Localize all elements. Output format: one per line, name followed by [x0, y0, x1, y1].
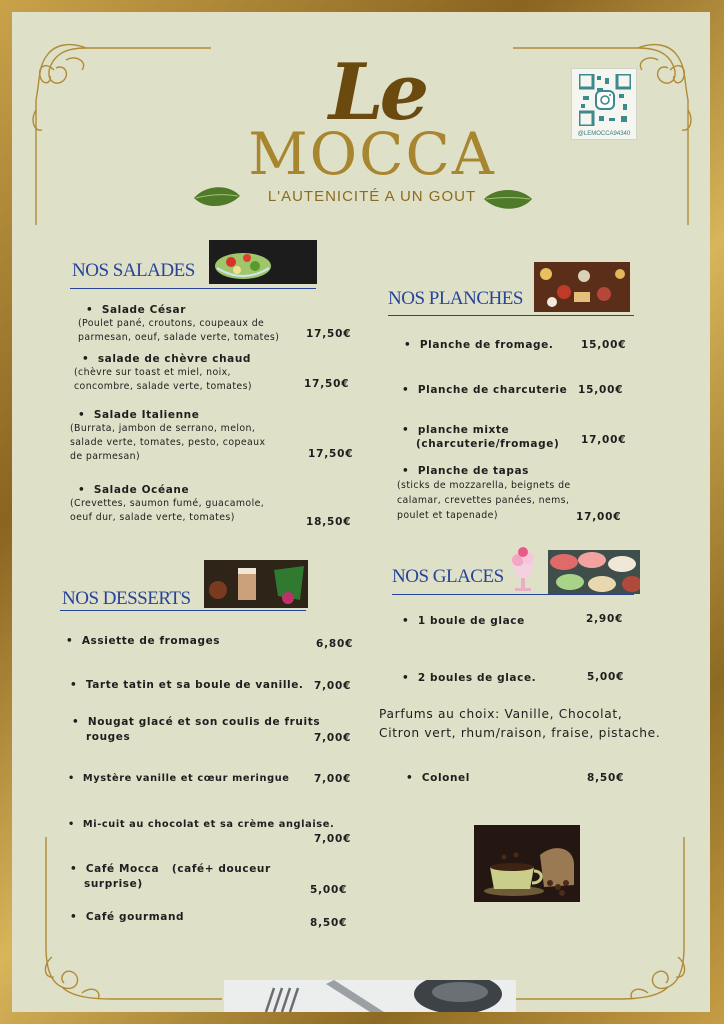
- assiette-fromages-name: [66, 634, 220, 649]
- salade-cesar-desc-1: (Poulet pané, croutons, coupeaux de: [78, 318, 265, 329]
- planche-tapas-name: [402, 464, 529, 479]
- section-rule-desserts: [60, 610, 306, 611]
- bullet: •: [66, 635, 74, 647]
- colonel-price: 8,50€: [587, 772, 625, 784]
- item-label: Planche de charcuterie: [417, 384, 568, 396]
- salade-oceane-desc-2: oeuf dur, salade verte, tomates): [70, 512, 235, 523]
- bullet: •: [404, 339, 412, 351]
- cafe-gourmand-name: [70, 910, 184, 925]
- une-boule-name: [402, 614, 525, 629]
- planche-tapas-desc-2: calamar, crevettes panées, nems,: [397, 495, 570, 506]
- cafe-mocca-price: 5,00€: [310, 884, 348, 896]
- item-label: Mystère vanille et cœur meringue: [82, 773, 290, 784]
- ice-cream-sundae-icon: [506, 544, 540, 594]
- bullet: •: [70, 679, 78, 691]
- salade-cesar-name: [86, 303, 186, 318]
- salade-italienne-desc-2: salade verte, tomates, pesto, copeaux: [70, 437, 266, 448]
- salade-oceane-name: [78, 483, 189, 498]
- salad-bowl-illustration: [209, 240, 317, 284]
- planche-tapas-desc-1: (sticks de mozzarella, beignets de: [397, 480, 571, 491]
- salade-cesar-desc-2: parmesan, oeuf, salade verte, tomates): [78, 332, 280, 343]
- salade-oceane-desc-1: (Crevettes, saumon fumé, guacamole,: [70, 498, 265, 509]
- salade-italienne-desc-1: (Burrata, jambon de serrano, melon,: [70, 423, 256, 434]
- item-label: salade de chèvre chaud: [97, 353, 252, 365]
- charcuterie-board-photo: [534, 262, 630, 312]
- bullet: •: [402, 384, 410, 396]
- ice-cream-photo: [548, 550, 640, 594]
- assiette-fromages-price: 6,80€: [316, 638, 354, 650]
- item-label: Salade Océane: [93, 484, 190, 496]
- salade-italienne-name: [78, 408, 199, 423]
- logo-mocca: MOCCA: [248, 120, 496, 188]
- section-title-glaces: NOS GLACES: [392, 566, 504, 587]
- bullet: •: [70, 863, 78, 875]
- desserts-photo: [204, 560, 308, 608]
- item-label: 1 boule de glace: [417, 615, 525, 627]
- mystere-vanille-price: 7,00€: [314, 773, 352, 785]
- item-label: Mi-cuit au chocolat et sa crème anglaise.: [82, 819, 335, 830]
- item-label: Nougat glacé et son coulis de fruits: [87, 716, 321, 728]
- item-label: Planche de fromage.: [419, 339, 554, 351]
- coffee-cup-photo: [474, 825, 580, 902]
- cutlery-illustration: [224, 980, 516, 1012]
- bullet: •: [402, 424, 410, 436]
- item-label: planche mixte: [417, 424, 510, 436]
- salade-oceane-price: 18,50€: [306, 516, 352, 528]
- menu-page: [12, 12, 710, 1012]
- logo-le: Le: [328, 47, 426, 138]
- cafe-mocca-name-2: surprise): [84, 878, 143, 890]
- bullet: •: [86, 304, 94, 316]
- salade-chevre-desc-1: (chèvre sur toast et miel, noix,: [74, 367, 231, 378]
- planche-charcuterie-price: 15,00€: [578, 384, 624, 396]
- instagram-handle: @LEMOCCA94340: [577, 131, 631, 137]
- bullet: •: [402, 615, 410, 627]
- mi-cuit-name: [68, 817, 334, 832]
- section-title-salades: NOS SALADES: [72, 260, 195, 281]
- planche-mixte-price: 17,00€: [581, 434, 627, 446]
- nougat-glace-price: 7,00€: [314, 732, 352, 744]
- section-rule-salades: [70, 288, 316, 289]
- item-label: Café Mocca (café+ douceur: [85, 863, 271, 875]
- salade-italienne-price: 17,50€: [308, 448, 354, 460]
- tarte-tatin-price: 7,00€: [314, 680, 352, 692]
- section-title-desserts: NOS DESSERTS: [62, 588, 191, 609]
- une-boule-price: 2,90€: [586, 613, 624, 625]
- salade-cesar-price: 17,50€: [306, 328, 352, 340]
- nougat-glace-name: [72, 715, 320, 730]
- colonel-name: [406, 771, 470, 786]
- planche-fromage-name: [404, 338, 553, 353]
- item-label: Assiette de fromages: [81, 635, 221, 647]
- desserts-illustration: [204, 560, 308, 608]
- planche-mixte-name-2: (charcuterie/fromage): [416, 438, 560, 450]
- item-label: 2 boules de glace.: [417, 672, 537, 684]
- bullet: •: [402, 465, 410, 477]
- bullet: •: [402, 672, 410, 684]
- board-illustration: [534, 262, 630, 312]
- planche-tapas-desc-3: poulet et tapenade): [397, 510, 498, 521]
- salad-photo: [209, 240, 317, 284]
- item-label: Planche de tapas: [417, 465, 530, 477]
- salade-chevre-desc-2: concombre, salade verte, tomates): [74, 381, 252, 392]
- item-label: Colonel: [421, 772, 470, 784]
- planche-mixte-name: [402, 423, 509, 438]
- cafe-gourmand-price: 8,50€: [310, 917, 348, 929]
- coffee-illustration: [474, 825, 580, 902]
- cafe-mocca-name: [70, 862, 271, 877]
- right-leaf-icon: [482, 187, 534, 213]
- planche-charcuterie-name: [402, 383, 567, 398]
- bullet: •: [68, 773, 75, 784]
- planche-tapas-price: 17,00€: [576, 511, 622, 523]
- parfums-text: Parfums au choix: Vanille, Chocolat, Citron vert, rhum/raison, fraise, pistache.: [379, 707, 661, 740]
- section-rule-planches: [388, 315, 634, 316]
- tagline: L'AUTENICITÉ A UN GOUT: [267, 188, 477, 205]
- nougat-glace-name-2: rouges: [86, 731, 131, 743]
- ice-cream-tubs-illustration: [548, 550, 640, 594]
- item-label: Salade Italienne: [93, 409, 200, 421]
- bullet: •: [406, 772, 414, 784]
- mystere-vanille-name: [68, 771, 290, 786]
- item-label: Café gourmand: [85, 911, 185, 923]
- item-label: Salade César: [101, 304, 186, 316]
- item-label: Tarte tatin et sa boule de vanille.: [85, 679, 304, 691]
- left-leaf-icon: [192, 184, 242, 210]
- salade-italienne-desc-3: de parmesan): [70, 451, 141, 462]
- bullet: •: [72, 716, 80, 728]
- bullet: •: [78, 409, 86, 421]
- salade-chevre-name: [82, 352, 251, 367]
- deux-boules-price: 5,00€: [587, 671, 625, 683]
- section-title-planches: NOS PLANCHES: [388, 288, 523, 309]
- bullet: •: [68, 819, 75, 830]
- instagram-qr-code[interactable]: [571, 68, 637, 140]
- bullet: •: [70, 911, 78, 923]
- qr-pattern: [579, 74, 631, 126]
- cutlery-photo: [224, 980, 516, 1012]
- section-rule-glaces: [392, 594, 634, 595]
- mi-cuit-price: 7,00€: [314, 833, 352, 845]
- deux-boules-name: [402, 671, 536, 686]
- bullet: •: [82, 353, 90, 365]
- bullet: •: [78, 484, 86, 496]
- salade-chevre-price: 17,50€: [304, 378, 350, 390]
- planche-fromage-price: 15,00€: [581, 339, 627, 351]
- tarte-tatin-name: [70, 678, 304, 693]
